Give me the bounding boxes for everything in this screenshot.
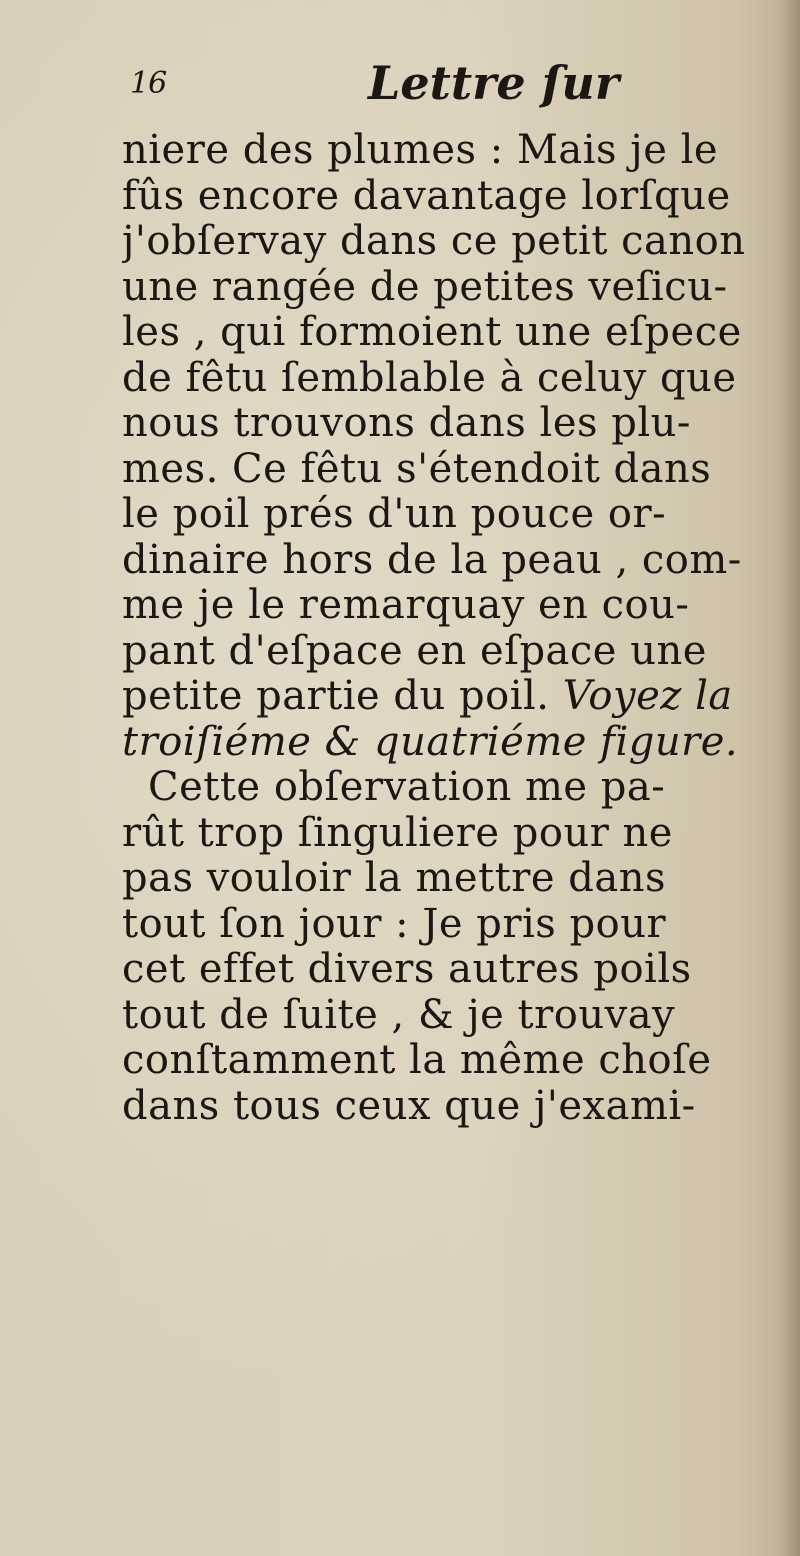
line-text: dinaire hors de la peau , com-	[122, 537, 742, 583]
text-line	[122, 947, 792, 993]
text-line	[122, 811, 792, 857]
text-line	[122, 356, 792, 402]
line-text: pant d'eſpace en eſpace une	[122, 628, 707, 674]
running-title: Lettre ſur	[368, 56, 620, 110]
line-text: tout ſon jour : Je pris pour	[122, 901, 667, 947]
text-line	[122, 720, 792, 766]
page-header	[130, 56, 690, 122]
text-line	[122, 538, 792, 584]
line-text: j'obſervay dans ce petit canon	[122, 219, 746, 264]
text-line	[122, 902, 792, 948]
text-line	[122, 856, 792, 902]
text-line	[122, 265, 792, 311]
line-text: rût trop ſinguliere pour ne	[122, 810, 673, 856]
line-text: petite partie du poil.	[122, 674, 563, 719]
line-text: une rangée de petites veſicu-	[122, 264, 728, 310]
text-line	[122, 629, 792, 675]
line-text: le poil prés d'un pouce or-	[122, 492, 667, 537]
text-line	[122, 1038, 792, 1084]
line-text: fûs encore davantage lorſque	[122, 173, 731, 219]
paragraph-start-line	[122, 765, 792, 811]
line-text: mes. Ce fêtu s'étendoit dans	[122, 446, 712, 492]
text-line	[122, 128, 792, 174]
body-text	[122, 128, 792, 1129]
line-text: dans tous ceux que j'exami-	[122, 1083, 696, 1129]
figure-reference: troiſiéme & quatriéme figure.	[122, 719, 739, 765]
text-line	[122, 674, 792, 720]
line-text: tout de ſuite , & je trouvay	[122, 992, 676, 1038]
line-text: conſtamment la même choſe	[122, 1038, 712, 1083]
text-line	[122, 993, 792, 1039]
line-text: de fêtu ſemblable à celuy que	[122, 355, 737, 401]
text-line	[122, 401, 792, 447]
line-text: me je le remarquay en cou-	[122, 583, 690, 628]
text-line	[122, 219, 792, 265]
text-line	[122, 492, 792, 538]
text-line	[122, 1084, 792, 1130]
text-line	[122, 583, 792, 629]
text-line	[122, 447, 792, 493]
line-text: Cette obſervation me pa-	[148, 765, 666, 810]
page-number: 16	[130, 66, 167, 101]
line-text: cet effet divers autres poils	[122, 947, 692, 992]
line-text: niere des plumes : Mais je le	[122, 128, 719, 173]
line-text: les , qui formoient une eſpece	[122, 310, 742, 355]
line-text: nous trouvons dans les plu-	[122, 401, 691, 446]
text-line	[122, 174, 792, 220]
text-line	[122, 310, 792, 356]
line-text: pas vouloir la mettre dans	[122, 856, 666, 901]
figure-reference: Voyez la	[562, 674, 733, 719]
